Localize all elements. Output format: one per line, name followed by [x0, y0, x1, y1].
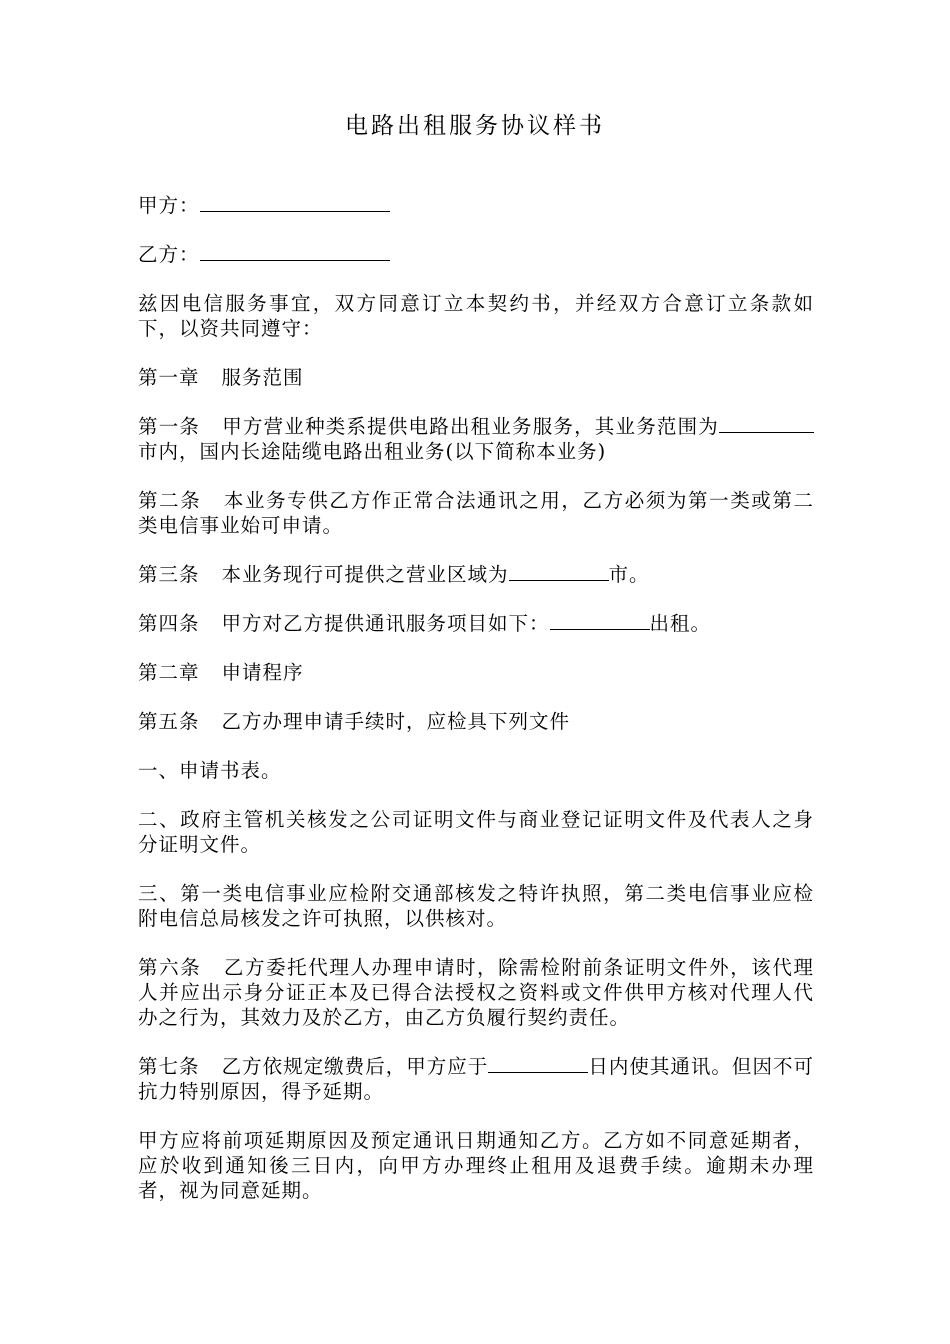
list-item-1: 一、申请书表。 [138, 759, 282, 782]
article-4-text-b: 出租。 [649, 612, 712, 635]
party-a-blank [200, 193, 390, 212]
chapter-2-title: 申请程序 [221, 661, 304, 684]
article-6-text: 乙方委托代理人办理申请时，除需检附前条证明文件外，该代理人并应出示身分证正本及已得合法授权之资料或文件供甲方核对代理人代办之行为，其效力及於乙方，由乙方负履行契约责任。 [138, 956, 814, 1029]
article-3-blank [509, 562, 609, 581]
article-2-text: 本业务专供乙方作正常合法通讯之用，乙方必须为第一类或第二类电信事业始可申请。 [138, 489, 814, 537]
article-4-number: 第四条 [138, 612, 200, 635]
party-b-label: 乙方： [138, 243, 200, 266]
article-7-text-a: 乙方依规定缴费后，甲方应于 [221, 1055, 489, 1078]
document-title: 电路出租服务协议样书 [345, 113, 605, 139]
document-body [138, 193, 814, 1227]
article-7-text-b: 日内使其通讯。但因不可抗力特别原因，得予延期。 [138, 1055, 814, 1103]
article-6-number: 第六条 [138, 956, 202, 979]
article-1 [138, 414, 814, 464]
article-2 [138, 488, 814, 538]
closing-paragraph: 甲方应将前项延期原因及预定通讯日期通知乙方。乙方如不同意延期者，应於收到通知後三日内，向甲方办理终止租用及退费手续。逾期未办理者，视为同意延期。 [138, 1129, 814, 1202]
article-5 [138, 709, 814, 734]
article-7-blank [488, 1054, 588, 1073]
article-1-text-b: 市内，国内长途陆缆电路出租业务(以下简称本业务) [138, 440, 607, 463]
article-5-number: 第五条 [138, 710, 200, 733]
article-3-text-a: 本业务现行可提供之营业区域为 [221, 563, 509, 586]
article-1-blank-b [759, 414, 814, 433]
article-4-text-a: 甲方对乙方提供通讯服务项目如下： [221, 612, 550, 635]
intro-paragraph: 兹因电信服务事宜，双方同意订立本契约书，并经双方合意订立条款如下，以资共同遵守： [138, 292, 814, 340]
chapter-1-number: 第一章 [138, 366, 200, 389]
party-b-line [138, 242, 814, 267]
list-item-2: 二、政府主管机关核发之公司证明文件与商业登记证明文件及代表人之身分证明文件。 [138, 808, 814, 856]
article-1-blank-a [719, 414, 759, 433]
article-4-blank [550, 611, 650, 630]
article-3-text-b: 市。 [608, 563, 650, 586]
chapter-2-heading [138, 660, 814, 685]
chapter-2-number: 第二章 [138, 661, 200, 684]
article-2-number: 第二条 [138, 489, 202, 512]
article-1-number: 第一条 [138, 415, 201, 438]
article-1-text-a: 甲方营业种类系提供电路出租业务服务，其业务范围为 [222, 415, 719, 438]
article-3 [138, 562, 814, 587]
article-3-number: 第三条 [138, 563, 200, 586]
article-5-text: 乙方办理申请手续时，应检具下列文件 [221, 710, 571, 733]
party-a-label: 甲方： [138, 194, 200, 217]
article-6 [138, 955, 814, 1030]
chapter-1-heading [138, 365, 814, 390]
chapter-1-title: 服务范围 [221, 366, 304, 389]
article-7-number: 第七条 [138, 1055, 200, 1078]
article-7 [138, 1054, 814, 1104]
article-4 [138, 611, 814, 636]
party-b-blank [200, 242, 390, 261]
list-item-3: 三、第一类电信事业应检附交通部核发之特许执照，第二类电信事业应检附电信总局核发之许可执照，以供核对。 [138, 882, 814, 930]
party-a-line [138, 193, 814, 218]
